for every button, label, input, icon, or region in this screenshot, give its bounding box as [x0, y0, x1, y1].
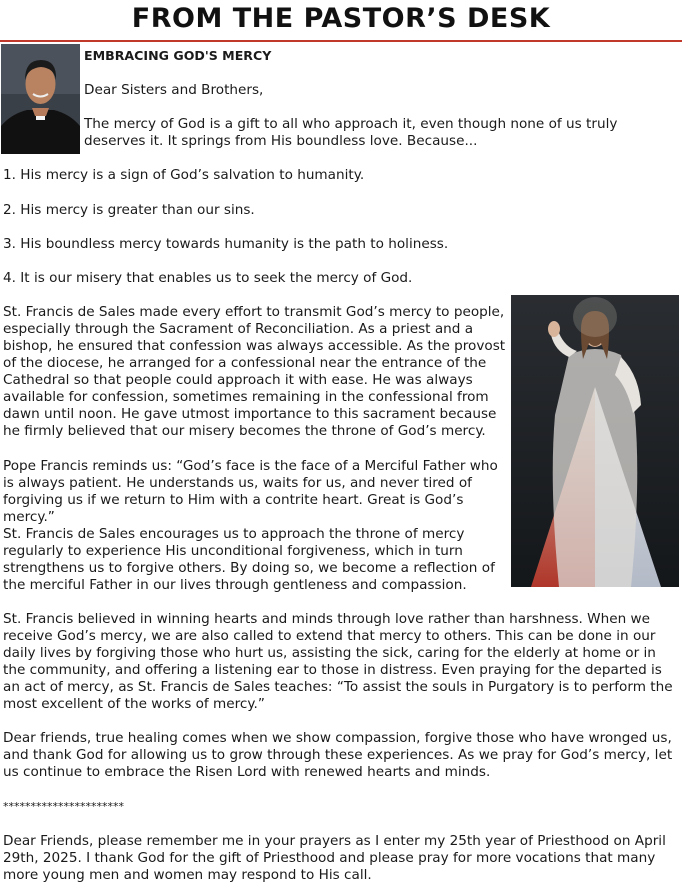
- postscript: Dear Friends, please remember me in your prayers as I enter my 25th year of Priesthood on April 29th, 2025. I thank God for the gift of Priesthood and please pray for more vocations that many more young men and women may respond to His call.: [3, 833, 666, 883]
- pastor-photo: [1, 44, 80, 154]
- point-1: 1. His mercy is a sign of God’s salvation to humanity.: [3, 167, 365, 183]
- salutation: Dear Sisters and Brothers,: [84, 82, 264, 98]
- paragraph-throne-of-mercy: St. Francis de Sales encourages us to approach the throne of mercy regularly to experience His unconditional forgiveness, which in turn strengthens us to forgive others. By doing so, we become a reflection of the merciful Father in our lives through gentleness and compassion.: [3, 526, 495, 593]
- divine-mercy-image: [511, 295, 679, 587]
- page-title: FROM THE PASTOR’S DESK: [131, 3, 551, 34]
- paragraph-works-of-mercy: St. Francis believed in winning hearts and minds through love rather than harshness. When we receive God’s mercy, we are also called to extend that mercy to others. This can be done in our daily lives by forgiving those who hurt us, assisting the sick, caring for the elderly at home or in the community, and offering a listening ear to those in distress. Even praying for the departed is an act of mercy, as St. Francis de Sales teaches: “To assist the souls in Purgatory is to perform the most excellent of the works of mercy.”: [3, 611, 673, 712]
- page-header: [0, 0, 682, 42]
- paragraph-healing: Dear friends, true healing comes when we show compassion, forgive those who have wronged us, and thank God for allowing us to grow through these experiences. As we pray for God’s mercy, let us continue to embrace the Risen Lord with renewed hearts and minds.: [3, 730, 673, 780]
- point-3: 3. His boundless mercy towards humanity is the path to holiness.: [3, 236, 449, 252]
- article-heading: EMBRACING GOD'S MERCY: [84, 48, 272, 63]
- separator: **********************: [3, 800, 124, 813]
- intro-paragraph: The mercy of God is a gift to all who approach it, even though none of us truly deserves it. It springs from His boundless love. Because...: [84, 116, 618, 149]
- paragraph-pope-francis: Pope Francis reminds us: “God’s face is the face of a Merciful Father who is always patient. He understands us, waits for us, and never tired of forgiving us if we return to Him with a contrite heart. Great is God’s mercy.”: [3, 458, 498, 525]
- point-2: 2. His mercy is greater than our sins.: [3, 202, 255, 218]
- paragraph-confession: St. Francis de Sales made every effort to transmit God’s mercy to people, especially through the Sacrament of Reconciliation. As a priest and a bishop, he ensured that confession was always accessible. As the provost of the diocese, he arranged for a confessional near the entrance of the Cathedral so that people could approach it with ease. He was always available for confession, sometimes remaining in the confessional from dawn until noon. He gave utmost importance to this sacrament because he firmly believed that our misery becomes the throne of God’s mercy.: [3, 304, 506, 439]
- point-4: 4. It is our misery that enables us to seek the mercy of God.: [3, 270, 413, 286]
